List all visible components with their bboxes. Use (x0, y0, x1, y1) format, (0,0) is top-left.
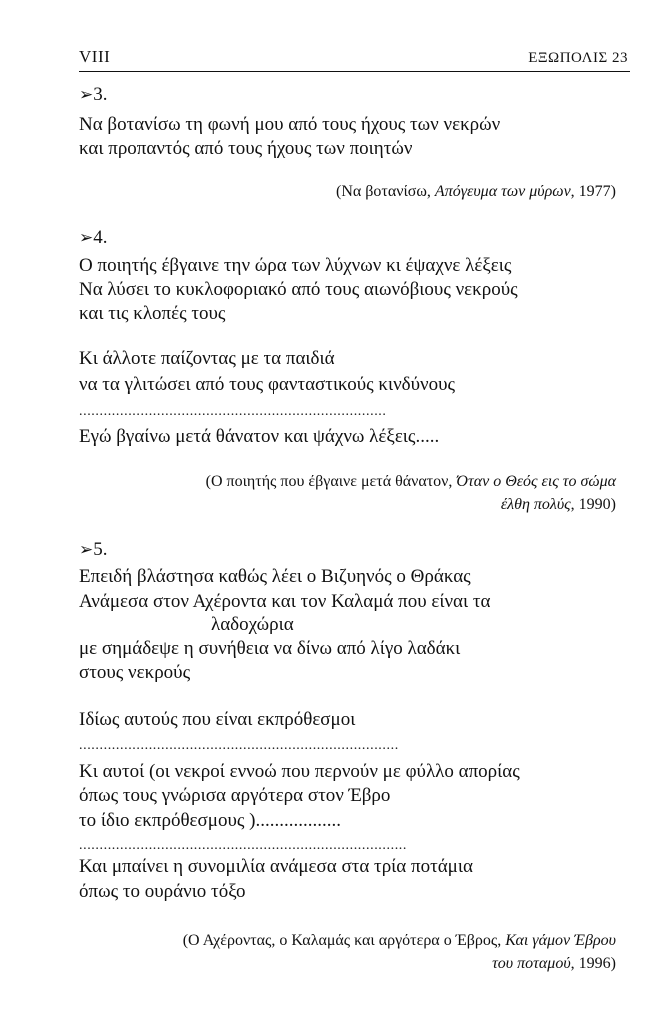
poem-line: Κι αυτοί (οι νεκροί εννοώ που περνούν με φύλλο απορίας (79, 761, 520, 782)
poem-line: το ίδιο εκπρόθεσμους ).................. (79, 810, 341, 831)
citation-title: Όταν ο Θεός εις το σώμα (456, 473, 616, 490)
poem-line: Να βοτανίσω τη φωνή μου από τους ήχους των νεκρών (79, 114, 501, 135)
citation-title: Απόγευμα των μύρων (434, 183, 571, 200)
poem-line: Επειδή βλάστησα καθώς λέει ο Βιζυηνός ο Θράκας (79, 566, 471, 587)
arrow-bullet-icon: ➢ (79, 85, 94, 104)
section-heading-4 (79, 227, 108, 249)
citation-title-cont: έλθη πολύς (500, 496, 571, 513)
section-number: 4. (93, 227, 108, 248)
poem-line: Κι άλλοτε παίζοντας με τα παιδιά (79, 348, 335, 369)
poem-line: όπως τους γνώρισα αργότερα στον Έβρο (79, 785, 391, 806)
ellipsis-line: ........................................................................... (79, 404, 387, 419)
poem-line: Να λύσει το κυκλοφοριακό από τους αιωνόβιους νεκρούς (79, 279, 518, 300)
citation-title-cont: του ποταμού (492, 955, 571, 972)
poem-line: όπως το ουράνιο τόξο (79, 881, 246, 902)
poem-line: Ιδίως αυτούς που είναι εκπρόθεσμοι (79, 709, 356, 730)
arrow-bullet-icon: ➢ (79, 228, 94, 247)
section-heading-5 (79, 539, 108, 561)
poem-line: στους νεκρούς (79, 662, 191, 683)
header-rule (79, 71, 630, 72)
running-header: ΕΞΩΠΟΛΙΣ 23 (528, 50, 628, 66)
section-number: 5. (93, 539, 108, 560)
citation (206, 472, 616, 492)
poem-line: να τα γλιτώσει από τους φανταστικούς κινδύνους (79, 374, 456, 395)
citation (336, 182, 616, 202)
poem-line: Και μπαίνει η συνομιλία ανάμεσα στα τρία ποτάμια (79, 856, 473, 877)
poem-line: Ο ποιητής έβγαινε την ώρα των λύχνων κι έψαχνε λέξεις (79, 255, 512, 276)
citation-continued (492, 954, 616, 974)
poem-line: και τις κλοπές τους (79, 303, 226, 324)
citation (183, 931, 616, 951)
section-number: 3. (93, 84, 108, 105)
citation-text: (Να βοτανίσω, (336, 183, 435, 200)
citation-text: (Ο Αχέροντας, ο Καλαμάς και αργότερα ο Έβρος, (182, 932, 506, 949)
section-heading-3 (79, 84, 108, 106)
citation-year: , 1996) (570, 955, 616, 972)
citation-title: Και γάμον Έβρου (505, 932, 616, 949)
ellipsis-line: ................................................................................ (79, 838, 407, 853)
poem-line: και προπαντός από τους ήχους των ποιητών (79, 138, 413, 159)
poem-line: Ανάμεσα στον Αχέροντα και τον Καλαμά που είναι τα (79, 591, 491, 612)
poem-line: με σημάδεψε η συνήθεια να δίνω από λίγο λαδάκι (79, 638, 461, 659)
citation-continued (501, 495, 616, 515)
citation-text: (Ο ποιητής που έβγαινε μετά θάνατον, (205, 473, 457, 490)
ellipsis-line: .............................................................................. (79, 738, 399, 753)
page-number: VIII (79, 47, 111, 66)
citation-year: , 1990) (570, 496, 616, 513)
poem-line-indented: λαδοχώρια (211, 614, 294, 635)
citation-year: , 1977) (570, 183, 616, 200)
arrow-bullet-icon: ➢ (79, 540, 94, 559)
poem-line: Εγώ βγαίνω μετά θάνατον και ψάχνω λέξεις..... (79, 426, 440, 447)
